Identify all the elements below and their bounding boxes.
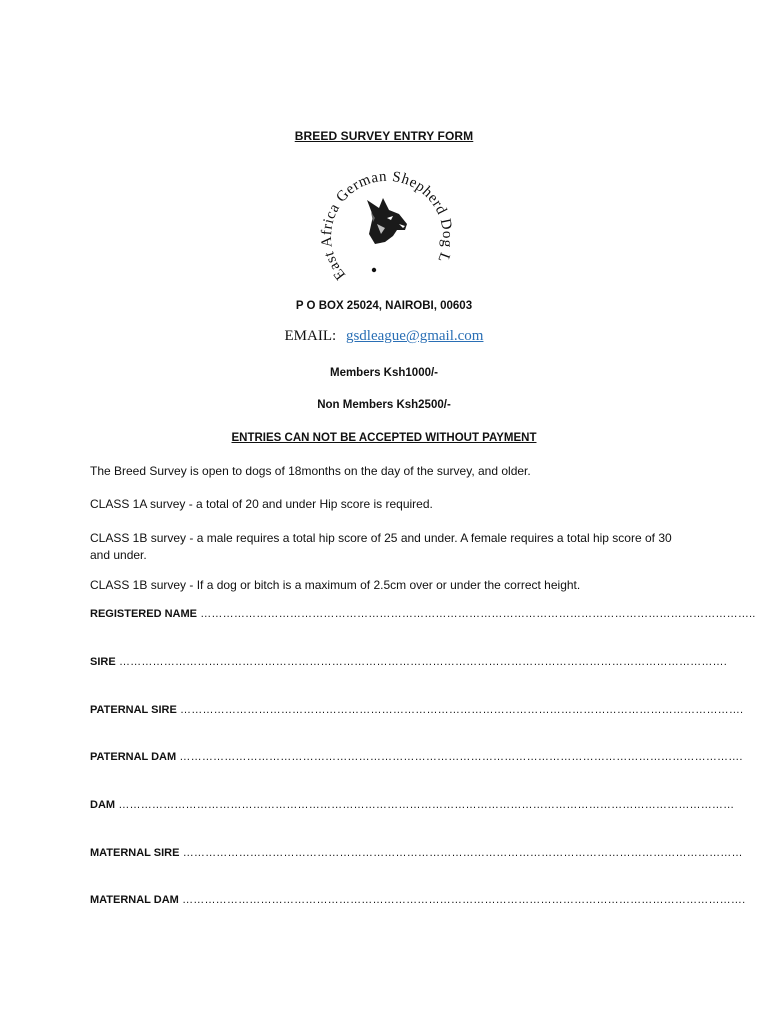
email-link[interactable]: gsdleague@gmail.com xyxy=(345,328,484,344)
class-1b-height-paragraph: CLASS 1B survey - If a dog or bitch is a maximum of 2.5cm over or under the correct height. xyxy=(90,578,581,592)
field-dots: ………………………………………………………………………………………………………………………………………………. xyxy=(115,656,727,668)
field-label: MATERNAL DAM xyxy=(90,894,179,906)
eligibility-paragraph: The Breed Survey is open to dogs of 18months on the day of the survey, and older. xyxy=(90,464,531,478)
sire-field[interactable] xyxy=(90,656,727,668)
league-logo-graphic xyxy=(319,158,455,288)
members-fee: Members Ksh1000/- xyxy=(329,367,439,379)
german-shepherd-head-icon xyxy=(367,198,407,244)
field-label: PATERNAL DAM xyxy=(90,751,177,763)
field-label: MATERNAL SIRE xyxy=(90,847,180,859)
field-dots: ……………………………………………………………………………………………………………………………………. xyxy=(176,751,743,763)
field-label: REGISTERED NAME xyxy=(90,608,197,620)
class-1b-hip-paragraph: CLASS 1B survey - a male requires a total hip score of 25 and under. A female requires a total hip score of 30 and under. xyxy=(90,531,672,562)
maternal-dam-field[interactable] xyxy=(90,894,746,906)
field-dots: …………………………………………………………………………………………………………………………………… xyxy=(179,847,743,859)
paternal-sire-field[interactable] xyxy=(90,704,744,716)
field-dots: ……………………………………………………………………………………………………………………………………. xyxy=(176,704,744,716)
dam-field[interactable] xyxy=(90,799,735,811)
field-label: SIRE xyxy=(90,656,116,668)
field-label: PATERNAL SIRE xyxy=(90,704,177,716)
email-line xyxy=(0,328,768,345)
field-label: DAM xyxy=(90,799,116,811)
registered-name-field[interactable] xyxy=(90,608,756,620)
class-1a-paragraph: CLASS 1A survey - a total of 20 and under Hip score is required. xyxy=(90,497,433,511)
logo-bullet xyxy=(372,268,376,272)
field-dots: ………………………………………………………………………………………………………………………………………………… xyxy=(115,799,735,811)
maternal-sire-field[interactable] xyxy=(90,847,743,859)
logo-ring-text: East Africa German Shepherd Dog L xyxy=(319,168,455,283)
payment-notice: ENTRIES CAN NOT BE ACCEPTED WITHOUT PAYMENT xyxy=(231,432,537,444)
league-logo xyxy=(319,158,455,288)
non-members-fee: Non Members Ksh2500/- xyxy=(317,399,451,411)
form-title: BREED SURVEY ENTRY FORM xyxy=(294,129,474,143)
paternal-dam-field[interactable] xyxy=(90,751,743,763)
field-dots: ……………………………………………………………………………………………………………………………………. xyxy=(178,894,746,906)
email-label: EMAIL: xyxy=(284,328,337,344)
field-dots: ………………………………………………………………………………………………………………………………….. xyxy=(196,608,756,620)
postal-address: P O BOX 25024, NAIROBI, 00603 xyxy=(295,300,473,312)
